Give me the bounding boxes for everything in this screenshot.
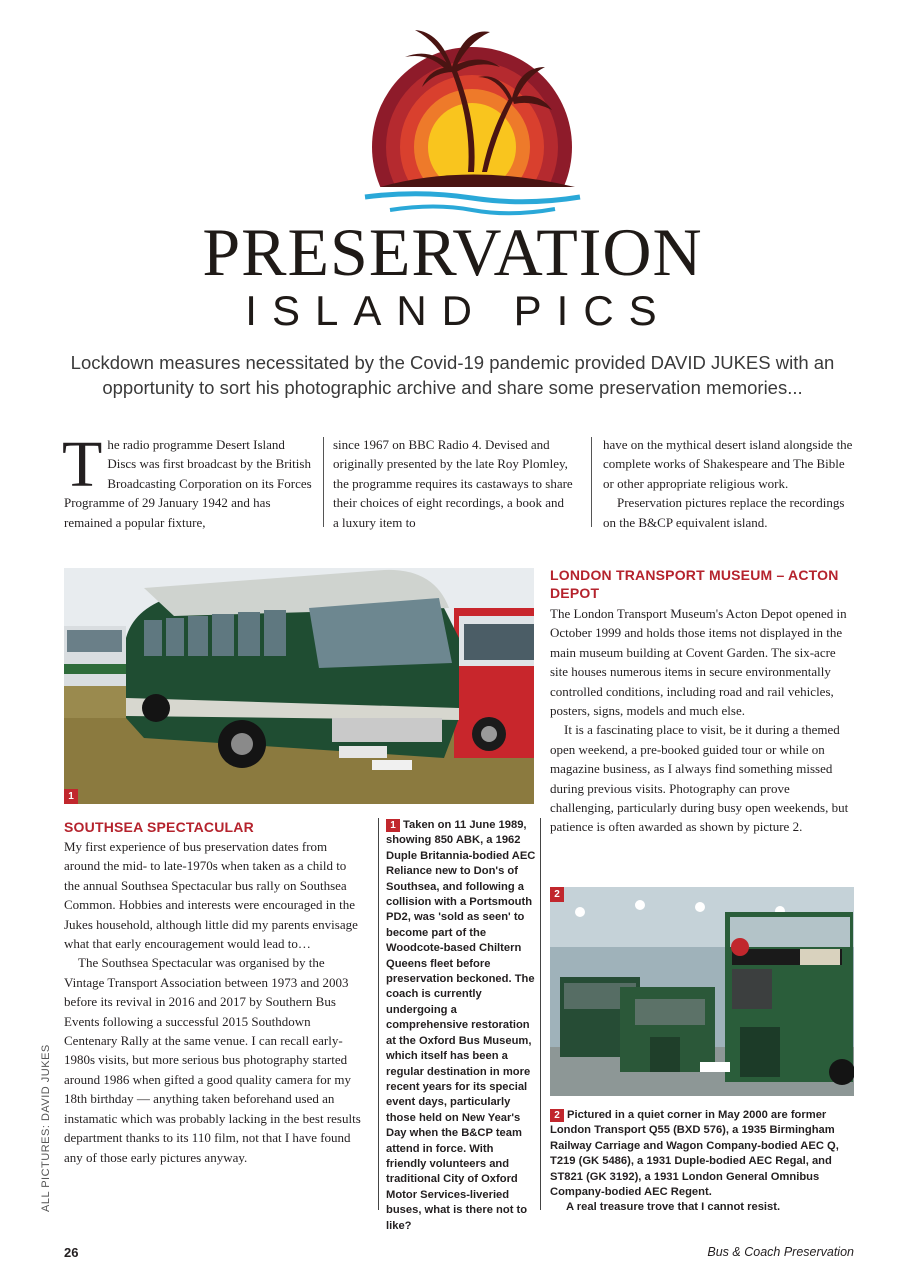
intro-column-3: [603, 435, 855, 532]
coach-illustration: [64, 568, 534, 804]
london-body: [550, 604, 854, 837]
caption-divider: [378, 818, 379, 1210]
page-title: PRESERVATION: [202, 214, 703, 290]
intro-text-3b: Preservation pictures replace the recordings on the B&CP equivalent island.: [603, 495, 845, 530]
desert-island-logo: [360, 22, 585, 222]
page-number: 26: [64, 1245, 79, 1260]
london-paragraph-1: The London Transport Museum's Acton Depot opened in October 1999 and holds those items not displayed in the main museum building at Covent Garden. The six-acre site houses numerous items in secure environmentally controlled conditions, including road and rail vehicles, posters, signs, models and much else.: [550, 606, 847, 719]
wave-line: [390, 207, 555, 214]
caption-photo-2: [550, 1108, 854, 1216]
caption-text: Pictured in a quiet corner in May 2000 are former London Transport Q55 (BXD 576), a 1935 Birmingham Railway Carriage and Wagon Company-bodied AEC Q, T219 (GK 5486), a 1931 Duple-bodied AEC Regal, and ST821 (GK 3192), a 1931 London General Omnibus Company-bodied AEC Regent.: [550, 1109, 839, 1199]
caption-text-2: A real treasure trove that I cannot resist.: [566, 1201, 781, 1214]
photo-coach: [64, 568, 534, 804]
photo-number-badge: 1: [64, 789, 78, 804]
depot-illustration: [550, 887, 854, 1096]
london-paragraph-2: It is a fascinating place to visit, be it during a themed open weekend, a pre-booked guided tour or while on magazine business, as I always find something missed during previous visits. Photography can prove challenging, particularly during busy open weekends, but patience is often awarded as shown by picture 2.: [550, 722, 849, 835]
wave-line: [365, 194, 580, 202]
intro-text-1: he radio programme Desert Island Discs was first broadcast by the British Broadcasting Corporation on its Forces Programme of 29 January 1942 and has remained a popular fixture,: [64, 437, 312, 530]
section-heading-london: LONDON TRANSPORT MUSEUM – ACTON DEPOT: [550, 567, 839, 601]
caption-divider: [540, 818, 541, 1210]
magazine-name: Bus & Coach Preservation: [707, 1245, 854, 1259]
intro-text-2: since 1967 on BBC Radio 4. Devised and originally presented by the late Roy Plomley, the programme requires its castaways to share their choices of eight recordings, a book and a luxury item to: [333, 437, 573, 530]
photo-number-badge: 2: [550, 887, 564, 902]
southsea-paragraph-1: My first experience of bus preservation dates from around the mid- to late-1970s when taken as a child to the annual Southsea Spectacular bus rally on Southsea Common. Hobbies and interests were encouraged in the Jukes household, although little did my parents envisage what that early encouragement would lead to…: [64, 839, 358, 952]
section-heading-southsea: SOUTHSEA SPECTACULAR: [64, 819, 254, 835]
intro-column-2: [333, 435, 573, 532]
intro-column-1: [62, 428, 312, 532]
southsea-paragraph-2: The Southsea Spectacular was organised by the Vintage Transport Association between 1973 and 2003 before its revival in 2016 and 2017 by Southern Bus Events following a successful 2015 Southdown Centenary Rally at the same venue. I can recall early-1980s visits, but more serious bus photography started around 1986 when gifted a good quality camera for my 18th birthday — anything taken beforehand used an instamatic which was probably lacking in the best results department thanks to its 110 film, not that I have found any of those early pictures anyway.: [64, 955, 361, 1165]
photo-depot: [550, 887, 854, 1096]
column-divider: [591, 437, 592, 527]
southsea-body: [64, 837, 364, 1167]
caption-photo-1: [386, 818, 536, 1234]
drop-cap: T: [62, 428, 103, 501]
standfirst: Lockdown measures necessitated by the Covid-19 pandemic provided DAVID JUKES with an opportunity to sort his photographic archive and share some preservation memories...: [70, 352, 835, 398]
caption-number-badge: 1: [386, 819, 400, 832]
caption-text: Taken on 11 June 1989, showing 850 ABK, a 1962 Duple Britannia-bodied AEC Reliance new to Don's of Southsea, and following a collision with a Portsmouth PD2, was 'sold as seen' to become part of the Woodcote-based Chiltern Queens fleet before preservation beckoned. The coach is currently undergoing a comprehensive restoration at the Oxford Bus Museum, which itself has been a regular destination in more recent years for its special event days, particularly those held on New Year's Day when the B&CP team attend in force. With friendly volunteers and traditional City of Oxford Motor Services-liveried buses, what is there not to like?: [386, 819, 536, 1232]
page-subtitle: ISLAND PICS: [245, 287, 672, 334]
photo-credit: ALL PICTURES: DAVID JUKES: [40, 1044, 52, 1212]
intro-text-3a: have on the mythical desert island alongside the complete works of Shakespeare and The Bible or other appropriate religious work.: [603, 437, 853, 491]
column-divider: [323, 437, 324, 527]
caption-number-badge: 2: [550, 1109, 564, 1122]
